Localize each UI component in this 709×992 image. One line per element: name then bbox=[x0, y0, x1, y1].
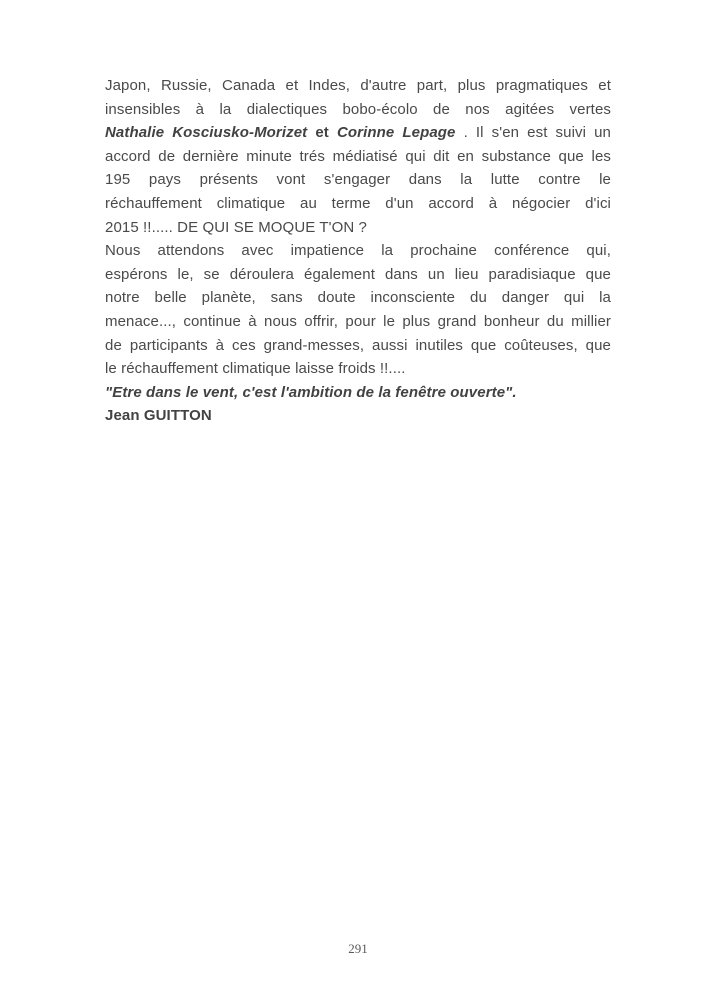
text-segment: réchauffement climatique au terme d'un accord à négocier d'ici bbox=[105, 194, 611, 212]
text-line bbox=[105, 310, 611, 334]
text-line bbox=[105, 239, 611, 263]
text-line bbox=[105, 404, 611, 428]
text-segment: Japon, Russie, Canada et Indes, d'autre part, plus pragmatiques et bbox=[105, 77, 611, 94]
text-line bbox=[105, 192, 611, 216]
text-segment: espérons le, se déroulera également dans un lieu paradisiaque que bbox=[105, 265, 611, 283]
text-block bbox=[105, 74, 611, 428]
text-segment: Jean GUITTON bbox=[105, 407, 212, 425]
text-line bbox=[105, 286, 611, 310]
text-segment: Corinne Lepage bbox=[336, 124, 456, 142]
text-segment: insensibles à la dialectiques bobo-écolo de nos agitées vertes bbox=[105, 100, 611, 118]
text-segment: . Il s'en est suivi un bbox=[455, 124, 611, 142]
text-segment: Nous attendons avec impatience la prochaine conférence qui, bbox=[105, 242, 611, 260]
text-line bbox=[105, 263, 611, 287]
text-line bbox=[105, 334, 611, 358]
text-segment: 195 pays présents vont s'engager dans la lutte contre le bbox=[105, 171, 611, 189]
page-number: 291 bbox=[348, 941, 368, 956]
text-segment: "Etre dans le vent, c'est l'ambition de la fenêtre ouverte". bbox=[105, 383, 517, 401]
paragraph-1 bbox=[105, 74, 611, 239]
text-line bbox=[105, 357, 611, 381]
text-segment: et bbox=[307, 124, 337, 142]
paragraph-2 bbox=[105, 239, 611, 381]
text-segment: le réchauffement climatique laisse froids !!.... bbox=[105, 360, 406, 378]
text-segment: 2015 !!..... DE QUI SE MOQUE T'ON ? bbox=[105, 218, 367, 236]
text-line bbox=[105, 216, 611, 240]
text-segment: Nathalie Kosciusko-Morizet bbox=[105, 124, 308, 142]
text-line bbox=[105, 121, 611, 145]
text-line bbox=[105, 381, 611, 405]
text-segment: notre belle planète, sans doute inconsciente du danger qui la bbox=[105, 289, 611, 307]
quote-block bbox=[105, 381, 611, 428]
text-segment: menace..., continue à nous offrir, pour le plus grand bonheur du millier bbox=[105, 312, 611, 330]
text-line bbox=[105, 98, 611, 122]
text-line bbox=[105, 74, 611, 98]
text-line bbox=[105, 145, 611, 169]
text-line bbox=[105, 168, 611, 192]
text-segment: accord de dernière minute trés médiatisé qui dit en substance que les bbox=[105, 147, 611, 165]
text-segment: de participants à ces grand-messes, aussi inutiles que coûteuses, que bbox=[105, 336, 611, 354]
